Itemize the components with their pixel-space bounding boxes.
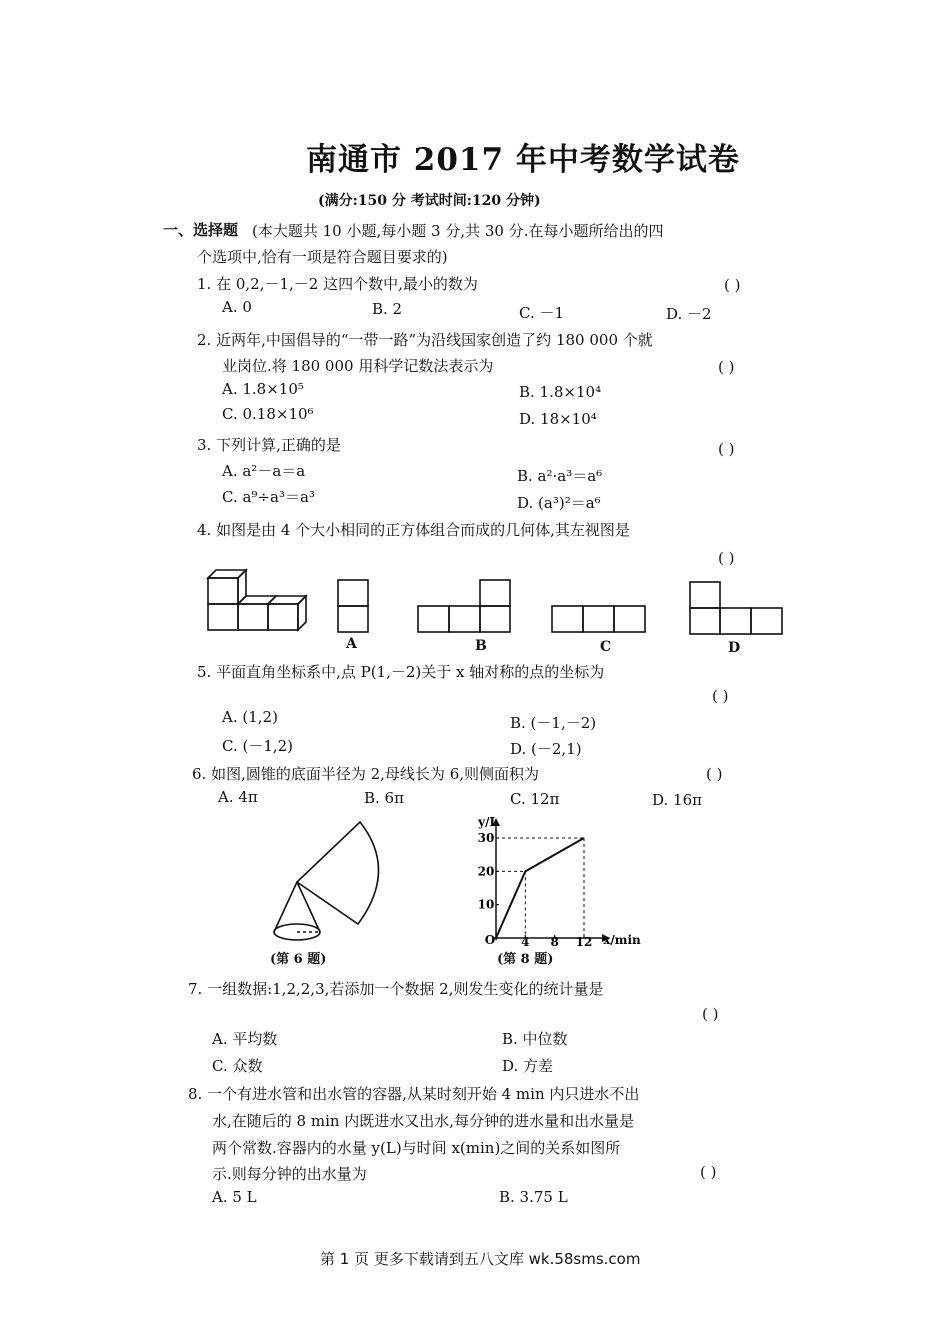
q5-option-a: A. (1,2) (222, 708, 278, 726)
q3-option-b: B. a²·a³＝a⁶ (517, 467, 603, 485)
q8-stem-line1: 8. 一个有进水管和出水管的容器,从某时刻开始 4 min 内只进水不出 (188, 1085, 640, 1103)
q7-option-b: B. 中位数 (502, 1030, 568, 1048)
q6-option-c: C. 12π (510, 790, 560, 808)
section-heading: 一、选择题 (163, 221, 239, 239)
q1-option-a: A. 0 (222, 298, 252, 316)
y-tick-label-30: 30 (477, 831, 495, 845)
q8-option-b: B. 3.75 L (499, 1188, 568, 1206)
q5-answer-paren: ( ) (712, 687, 729, 705)
q6-figure-caption: (第 6 题) (270, 952, 327, 967)
q1-option-c: C. －1 (519, 304, 565, 322)
q5-option-c: C. (－1,2) (222, 737, 294, 755)
q7-answer-paren: ( ) (702, 1005, 719, 1023)
q2-option-a: A. 1.8×10⁵ (222, 380, 304, 398)
q3-option-d: D. (a³)²＝a⁶ (517, 494, 601, 512)
page-footer: 第 1 页 更多下载请到五八文库 wk.58sms.com (320, 1250, 641, 1268)
q2-stem-line1: 2. 近两年,中国倡导的“一带一路”为沿线国家创造了约 180 000 个就 (197, 331, 653, 349)
q8-stem-line2: 水,在随后的 8 min 内既进水又出水,每分钟的进水量和出水量是 (212, 1112, 635, 1130)
q3-option-c: C. a⁹÷a³＝a³ (222, 488, 315, 506)
y-axis-label: y/L (478, 815, 498, 829)
q6-option-b: B. 6π (364, 789, 404, 807)
q7-option-d: D. 方差 (502, 1057, 554, 1075)
q3-option-a: A. a²－a＝a (222, 462, 306, 480)
q5-option-d: D. (－2,1) (510, 740, 582, 758)
section-intro-line2: 个选项中,恰有一项是符合题目要求的) (197, 248, 448, 266)
x-tick-label-4: 4 (521, 935, 530, 949)
q6-option-d: D. 16π (652, 791, 702, 809)
q4-answer-paren: ( ) (718, 549, 735, 567)
y-tick-label-10: 10 (477, 897, 495, 912)
data-line (496, 838, 584, 938)
q8-option-a: A. 5 L (212, 1188, 257, 1206)
q1-answer-paren: ( ) (724, 276, 741, 294)
q7-option-c: C. 众数 (212, 1057, 263, 1075)
q8-stem-line4: 示.则每分钟的出水量为 (212, 1165, 367, 1183)
section-intro-line1: (本大题共 10 小题,每小题 3 分,共 30 分.在每小题所给出的四 (252, 222, 664, 240)
q5-option-b: B. (－1,－2) (510, 714, 597, 732)
q2-stem-line2: 业岗位.将 180 000 用科学记数法表示为 (222, 357, 494, 375)
exam-info: (满分:150 分 考试时间:120 分钟) (318, 193, 541, 209)
q5-stem: 5. 平面直角坐标系中,点 P(1,－2)关于 x 轴对称的点的坐标为 (197, 663, 605, 681)
x-tick-label-8: 8 (550, 935, 559, 949)
q1-stem: 1. 在 0,2,－1,－2 这四个数中,最小的数为 (197, 275, 478, 293)
q4-label-d: D (728, 640, 741, 656)
q4-stem: 4. 如图是由 4 个大小相同的正方体组合而成的几何体,其左视图是 (197, 521, 630, 539)
y-tick-label-20: 20 (477, 864, 495, 879)
origin-label: O (484, 933, 496, 947)
q3-answer-paren: ( ) (718, 440, 735, 458)
q6-stem: 6. 如图,圆锥的底面半径为 2,母线长为 6,则侧面积为 (192, 765, 540, 783)
q1-option-d: D. －2 (666, 305, 712, 323)
q6-answer-paren: ( ) (706, 765, 723, 783)
q6-option-a: A. 4π (218, 788, 258, 806)
q8-figure-caption: (第 8 题) (497, 952, 554, 967)
q3-stem: 3. 下列计算,正确的是 (197, 436, 341, 454)
page-title: 南通市 2017 年中考数学试卷 (306, 142, 740, 178)
q1-option-b: B. 2 (372, 300, 403, 318)
q2-option-c: C. 0.18×10⁶ (222, 405, 314, 423)
q4-label-a: A (346, 636, 357, 652)
q7-stem: 7. 一组数据:1,2,2,3,若添加一个数据 2,则发生变化的统计量是 (188, 980, 604, 998)
q8-answer-paren: ( ) (700, 1163, 717, 1181)
q2-option-d: D. 18×10⁴ (519, 410, 597, 428)
q7-option-a: A. 平均数 (212, 1030, 278, 1048)
q2-option-b: B. 1.8×10⁴ (519, 383, 602, 401)
x-tick-label-12: 12 (575, 935, 593, 949)
q2-answer-paren: ( ) (718, 358, 735, 376)
q4-label-c: C (600, 639, 612, 655)
q8-stem-line3: 两个常数.容器内的水量 y(L)与时间 x(min)之间的关系如图所 (212, 1139, 621, 1157)
q4-label-b: B (475, 638, 487, 654)
x-axis-label: x/min (603, 933, 641, 947)
